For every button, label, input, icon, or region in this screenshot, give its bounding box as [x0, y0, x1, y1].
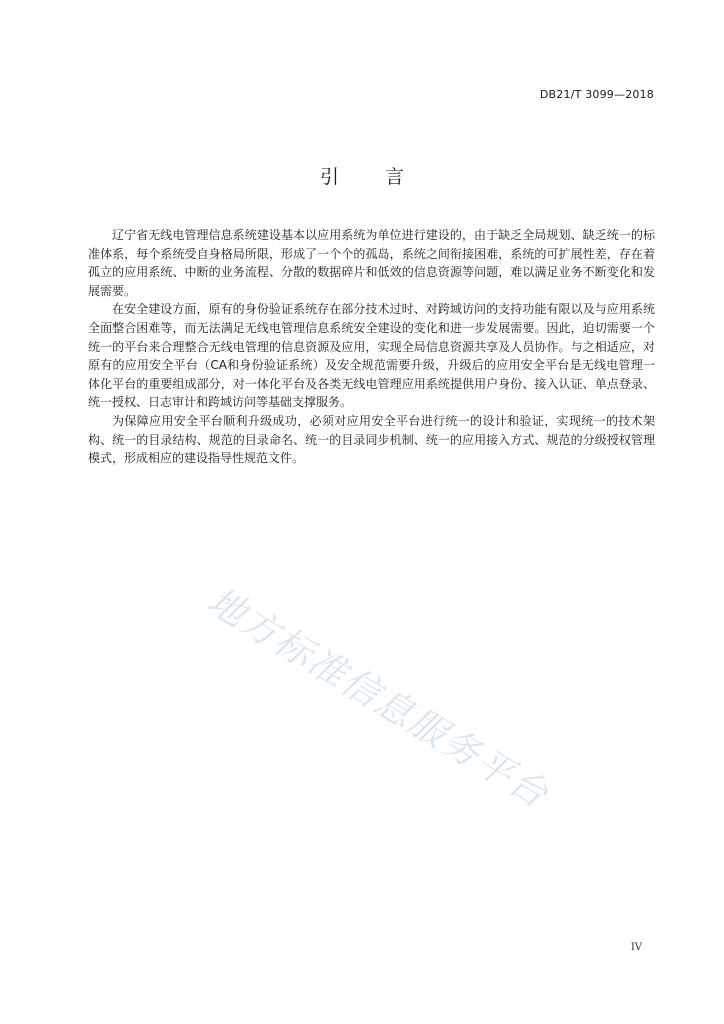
paragraph-3: 为保障应用安全平台顺利升级成功，必须对应用安全平台进行统一的设计和验证，实现统一的技术架构、统一的目录结构、规范的目录命名、统一的目录同步机制、统一的应用接入方式、规范的分级授权管理模式，形成相应的建设指导性规范文件。	[88, 413, 655, 466]
body-text	[88, 226, 655, 468]
watermark: 地方标准信息服务平台	[199, 579, 557, 817]
paragraph-1: 辽宁省无线电管理信息系统建设基本以应用系统为单位进行建设的，由于缺乏全局规划、缺乏统一的标准体系，每个系统受自身格局所限，形成了一个个的孤岛，系统之间衔接困难，系统的可扩展性差，存在着孤立的应用系统、中断的业务流程、分散的数据碎片和低效的信息资源等问题，难以满足业务不断变化和发展需要。	[88, 228, 655, 298]
paragraph-2: 在安全建设方面，原有的身份验证系统存在部分技术过时、对跨域访问的支持功能有限以及与应用系统全面整合困难等，而无法满足无线电管理信息系统安全建设的变化和进一步发展需要。因此，迫切需要一个统一的平台来合理整合无线电管理的信息资源及应用，实现全局信息资源共享及人员协作。与之相适应，对原有的应用安全平台（CA和身份验证系统）及安全规范需要升级，升级后的应用安全平台是无线电管理一体化平台的重要组成部分，对一体化平台及各类无线电管理应用系统提供用户身份、接入认证、单点登录、统一授权、日志审计和跨域访问等基础支撑服务。	[88, 302, 655, 410]
page-number: IV	[630, 942, 642, 953]
document-code: DB21/T 3099—2018	[539, 88, 654, 101]
section-title: 引 言	[319, 166, 425, 188]
